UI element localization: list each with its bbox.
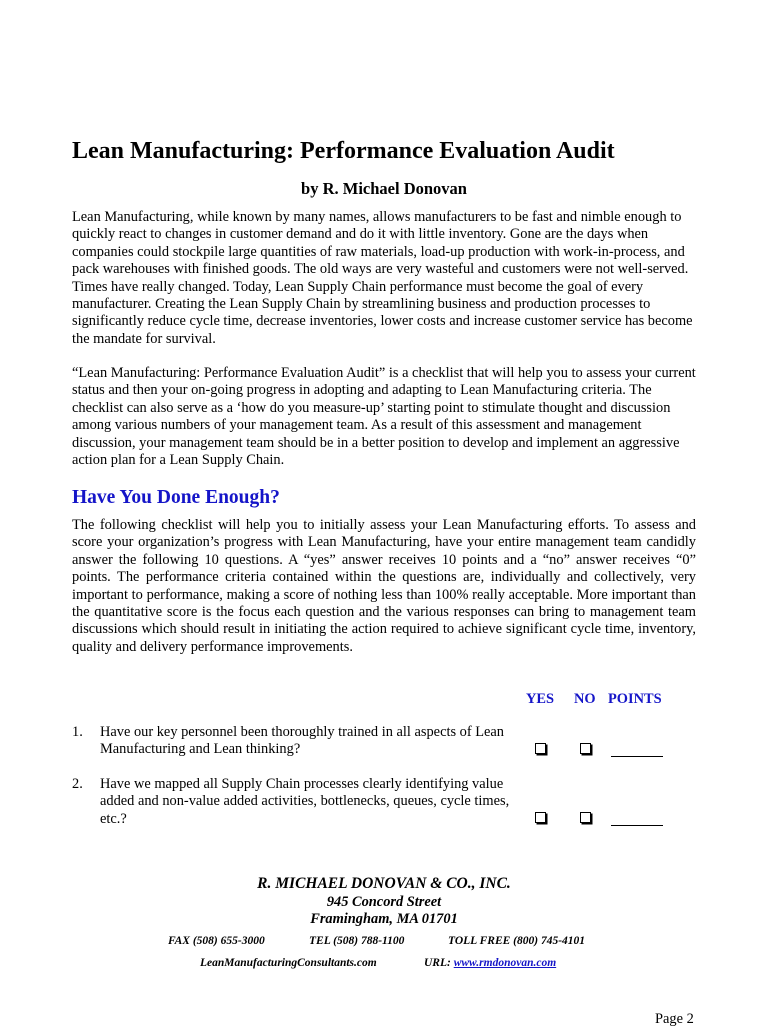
footer-url-label: URL:	[424, 957, 451, 969]
question-2-text: Have we mapped all Supply Chain processes clearly identifying value added and non-value added activities, bottlenecks, queues, cycle times, etc.?	[100, 776, 510, 827]
question-1-no-checkbox[interactable]	[580, 743, 591, 754]
footer-toll-free: TOLL FREE (800) 745-4101	[448, 935, 586, 947]
question-1-yes-checkbox[interactable]	[535, 743, 546, 754]
footer-telephone: TEL (508) 788-1100	[309, 935, 405, 947]
footer-city: Framingham, MA 01701	[310, 911, 458, 927]
section-paragraph: The following checklist will help you to initially assess your Lean Manufacturing efforts. To assess and score your organization’s progress with Lean Manufacturing, have your entire management team candidly answer the following 10 questions. A “yes” answer receives 10 points and a “no” answer receives “0” points. The performance criteria contained within the questions are, individually and collectively, very important to performance, making a score of nothing less than 100% really acceptable. More important than the quantitative score is the focus each question and the various responses can bring to management team discussions which should result in initiating the action required to achieve significant cycle time, inventory, quality and delivery performance improvements.	[72, 517, 696, 655]
question-1-points-blank[interactable]	[611, 756, 663, 757]
footer-url-link[interactable]: www.rmdonovan.com	[453, 957, 557, 969]
footer-fax: FAX (508) 655-3000	[168, 935, 265, 947]
question-2-number: 2.	[72, 776, 83, 792]
intro-paragraph-2: “Lean Manufacturing: Performance Evaluation Audit” is a checklist that will help you to assess your current status and then your on-going progress in adopting and adapting to Lean Manufacturing criteria. The checklist can also serve as a ‘how do you measure-up’ starting point to stimulate thought and discussion among various numbers of your management team. As a result of this assessment and management discussion, your management team should be in a better position to develop and implement an aggressive action plan for a Lean Supply Chain.	[72, 365, 696, 469]
footer-company-name: R. MICHAEL DONOVAN & CO., INC.	[257, 875, 511, 892]
footer-url	[424, 956, 556, 971]
question-2-yes-checkbox[interactable]	[535, 812, 546, 823]
page-number: Page 2	[655, 1011, 694, 1027]
author-byline: by R. Michael Donovan	[301, 179, 467, 198]
section-heading: Have You Done Enough?	[72, 487, 280, 508]
intro-paragraph-1: Lean Manufacturing, while known by many names, allows manufacturers to be fast and nimble enough to quickly react to changes in customer demand and do it with little inventory. Gone are the days when companies could stockpile large quantities of raw materials, load-up production with work-in-process, and pack warehouses with finished goods. The old ways are very wasteful and customers were not well-served. Times have really changed. Today, Lean Supply Chain performance must become the goal of every manufacturer. Creating the Lean Supply Chain by streamlining business and production processes to significantly reduce cycle time, decrease inventories, lower costs and increase customer service has become the mandate for survival.	[72, 209, 693, 347]
question-1-text: Have our key personnel been thoroughly trained in all aspects of Lean Manufacturing and Lean thinking?	[100, 724, 504, 758]
footer-street-address: 945 Concord Street	[326, 894, 442, 910]
footer-site-name: LeanManufacturingConsultants.com	[200, 957, 377, 969]
points-column-header: POINTS	[608, 691, 662, 707]
question-2-no-checkbox[interactable]	[580, 812, 591, 823]
question-2-points-blank[interactable]	[611, 825, 663, 826]
document-title: Lean Manufacturing: Performance Evaluation Audit	[72, 138, 615, 164]
question-1-number: 1.	[72, 724, 83, 740]
yes-column-header: YES	[526, 691, 554, 707]
no-column-header: NO	[574, 691, 596, 707]
